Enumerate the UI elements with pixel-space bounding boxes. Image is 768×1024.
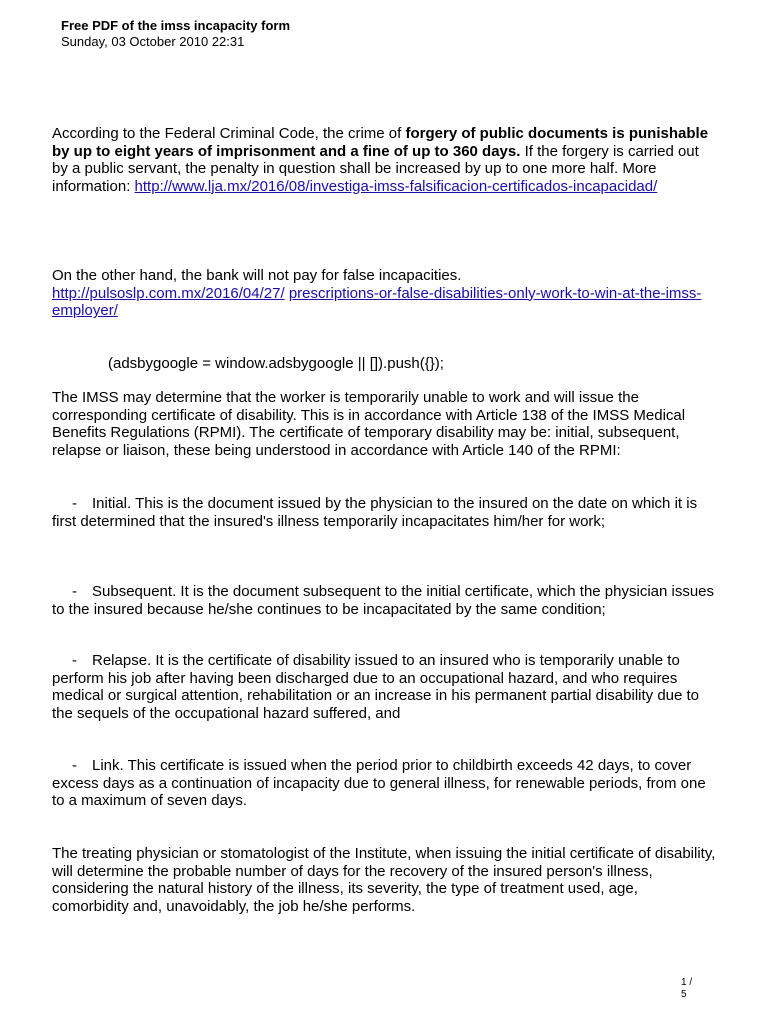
document-header — [61, 18, 290, 50]
paragraph-imss-disability — [52, 389, 717, 459]
bullet-initial-text: Initial. This is the document issued by the physician to the insured on the date on which it is first determined that the insured's illness temporarily incapacitates him/her for work; — [52, 495, 698, 530]
page-total: 5 — [681, 989, 687, 1000]
list-item — [52, 757, 717, 810]
list-item — [52, 495, 717, 530]
list-item — [52, 583, 717, 618]
page-number — [681, 977, 692, 1001]
ad-code-text: (adsbygoogle = window.adsbygoogle || []).push({}); — [108, 355, 444, 372]
bullet-dash: - — [72, 757, 77, 774]
p2-text: On the other hand, the bank will not pay for false incapacities. — [52, 267, 462, 284]
paragraph-forgery-penalty — [52, 125, 717, 195]
list-item — [52, 652, 717, 722]
bullet-dash: - — [72, 583, 77, 600]
p1-text-b: If the forgery is carried out by a public servant, the penalty in question shall be increased by up to one more half. More information: — [52, 142, 699, 195]
document-date: Sunday, 03 October 2010 22:31 — [61, 34, 245, 49]
paragraph-bank — [52, 267, 717, 320]
lja-link[interactable]: http://www.lja.mx/2016/08/investiga-imss-falsificacion-certificados-incapacidad/ — [134, 177, 658, 195]
p1-text-a: According to the Federal Criminal Code, the crime of — [52, 125, 406, 142]
bullet-relapse-text: Relapse. It is the certificate of disability issued to an insured who is temporarily unable to perform his job after having been discharged due to an occupational hazard, and who requires medical or surgical attention, rehabilitation or an increase in his permanent partial disability due to the sequels of the occupational hazard suffered, and — [52, 652, 700, 722]
p1-bold-text: forgery of public documents is punishable by up to eight years of imprisonment and a fine of up to 360 days. — [52, 125, 709, 160]
p4-text: The treating physician or stomatologist of the Institute, when issuing the initial certificate of disability, will determine the probable number of days for the recovery of the insured person's illness, considering the natural history of the illness, its severity, the type of treatment used, age, comorbidity and, unavoidably, the job he/she performs. — [52, 845, 716, 915]
prescriptions-link[interactable]: prescriptions-or-false-disabilities-only-work-to-win-at-the-imss-employer/ — [52, 284, 702, 320]
bullet-link-text: Link. This certificate is issued when the period prior to childbirth exceeds 42 days, to cover excess days as a continuation of incapacity due to general illness, for renewable periods, from one to a maximum of seven days. — [52, 757, 706, 810]
bullet-dash: - — [72, 652, 77, 669]
bullet-subsequent-text: Subsequent. It is the document subsequent to the initial certificate, which the physician issues to the insured because he/she continues to be incapacitated by the same condition; — [52, 583, 715, 618]
paragraph-treating-physician — [52, 845, 717, 915]
bullet-dash: - — [72, 495, 77, 512]
page-current: 1 / — [681, 977, 693, 988]
document-title: Free PDF of the imss incapacity form — [61, 18, 291, 33]
pulsoslp-link[interactable]: http://pulsoslp.com.mx/2016/04/27/ — [52, 284, 285, 302]
p3-text: The IMSS may determine that the worker is temporarily unable to work and will issue the corresponding certificate of disability. This is in accordance with Article 138 of the IMSS Medical Benefits Regulations (RPMI). The certificate of temporary disability may be: initial, subsequent, relapse or liaison, these being understood in accordance with Article 140 of the RPMI: — [52, 389, 686, 459]
ad-code-snippet — [108, 355, 708, 373]
